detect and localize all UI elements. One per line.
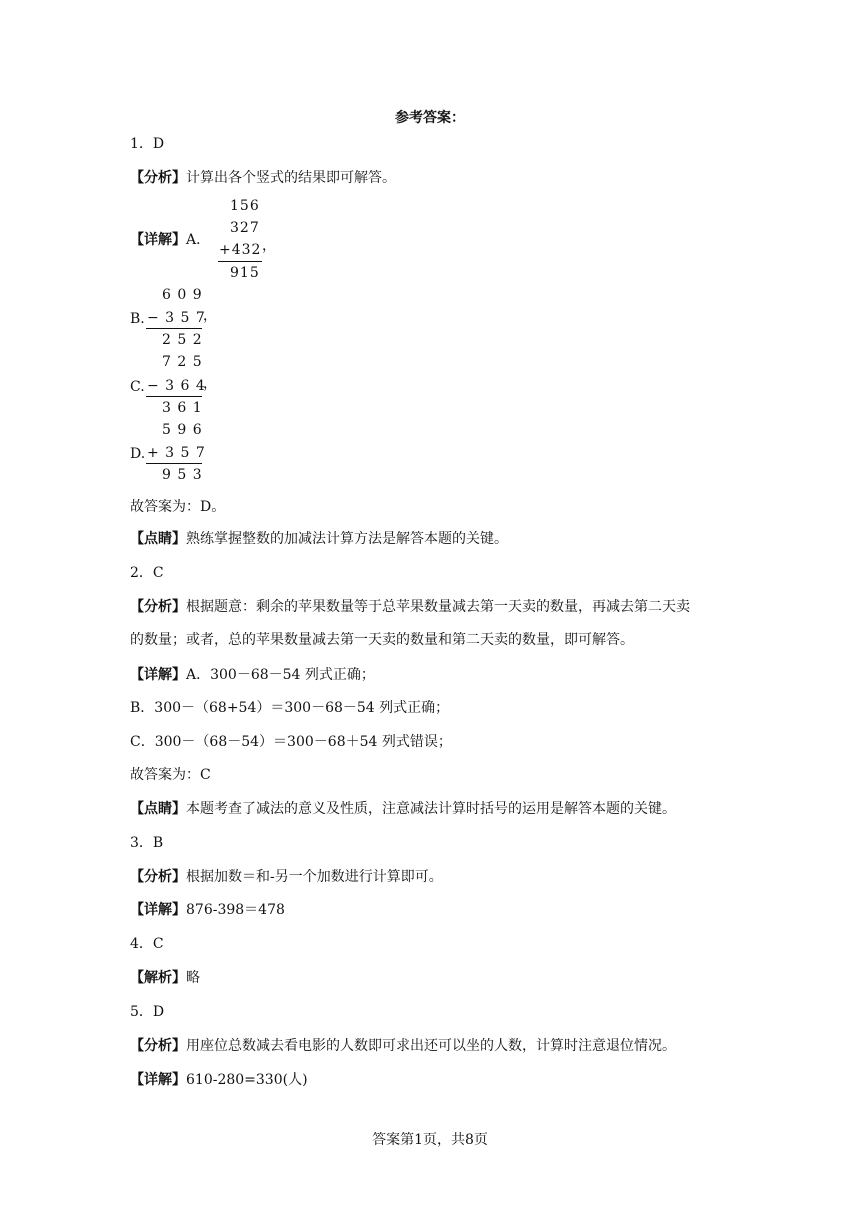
b-result: 2 5 2 bbox=[162, 332, 203, 348]
a-label: A． bbox=[186, 232, 211, 248]
detail-tag: 【详解】 bbox=[130, 902, 186, 918]
analysis-text: 用座位总数减去看电影的人数即可求出还可以坐的人数，计算时注意退位情况。 bbox=[186, 1038, 676, 1054]
q5-number: 5．D bbox=[130, 1004, 165, 1020]
comment-tag: 【点睛】 bbox=[130, 531, 186, 547]
c-result: 3 6 1 bbox=[162, 400, 203, 416]
q2-detail-c: C．300－（68－54）＝300－68＋54 列式错误； bbox=[130, 734, 452, 750]
detail-text: 876-398＝478 bbox=[186, 902, 285, 918]
d-result: 9 5 3 bbox=[162, 467, 203, 483]
d-label: D. bbox=[130, 446, 146, 462]
analysis-tag: 【解析】 bbox=[130, 970, 186, 986]
a-row-3: +432 bbox=[219, 242, 262, 258]
q1-number: 1．D bbox=[130, 136, 165, 152]
d-rule bbox=[146, 463, 202, 464]
q1-conclusion: 故答案为：D。 bbox=[130, 499, 226, 515]
q2-number: 2．C bbox=[130, 565, 164, 581]
a-result: 915 bbox=[230, 265, 260, 281]
c-row-2: − 3 6 4 bbox=[147, 378, 206, 394]
detail-tag: 【详解】 bbox=[130, 232, 186, 248]
analysis-text: 根据加数＝和-另一个加数进行计算即可。 bbox=[186, 869, 443, 885]
analysis-tag: 【分析】 bbox=[130, 869, 186, 885]
q1-detail-a bbox=[130, 230, 210, 250]
page-title: 参考答案： bbox=[395, 110, 465, 126]
q2-analysis-line-2: 的数量；或者，总的苹果数量减去第一天卖的数量和第二天卖的数量，即可解答。 bbox=[130, 632, 634, 648]
d-row-2: + 3 5 7 bbox=[147, 445, 206, 461]
analysis-tag: 【分析】 bbox=[130, 599, 186, 615]
a-row-2: 327 bbox=[230, 220, 260, 236]
c-label: C. bbox=[130, 379, 145, 395]
q4-number: 4．C bbox=[130, 936, 164, 952]
analysis-tag: 【分析】 bbox=[130, 170, 186, 186]
q1-analysis bbox=[130, 168, 396, 188]
c-tail: ， bbox=[203, 376, 218, 392]
analysis-text: 计算出各个竖式的结果即可解答。 bbox=[186, 170, 396, 186]
comment-tag: 【点睛】 bbox=[130, 801, 186, 817]
q3-number: 3．B bbox=[130, 835, 164, 851]
analysis-tag: 【分析】 bbox=[130, 1038, 186, 1054]
b-label: B. bbox=[130, 311, 145, 327]
q2-analysis-line-1 bbox=[130, 597, 690, 617]
c-row-1: 7 2 5 bbox=[162, 354, 203, 370]
q3-analysis bbox=[130, 867, 443, 887]
detail-text: A．300－68－54 列式正确； bbox=[186, 667, 375, 683]
b-row-1: 6 0 9 bbox=[162, 287, 203, 303]
q2-detail-a bbox=[130, 665, 375, 685]
q1-comment bbox=[130, 529, 508, 549]
a-rule bbox=[218, 261, 262, 262]
detail-tag: 【详解】 bbox=[130, 667, 186, 683]
comment-text: 熟练掌握整数的加减法计算方法是解答本题的关键。 bbox=[186, 531, 508, 547]
b-tail: ， bbox=[203, 308, 218, 324]
b-row-2: − 3 5 7 bbox=[147, 310, 206, 326]
a-tail: ， bbox=[262, 238, 277, 254]
detail-tag: 【详解】 bbox=[130, 1072, 186, 1088]
q2-detail-b: B．300－（68+54）＝300－68－54 列式正确； bbox=[130, 700, 450, 716]
d-row-1: 5 9 6 bbox=[162, 422, 203, 438]
comment-text: 本题考查了减法的意义及性质，注意减法计算时括号的运用是解答本题的关键。 bbox=[186, 801, 676, 817]
q3-detail bbox=[130, 900, 285, 920]
q5-detail bbox=[130, 1070, 308, 1090]
q5-analysis bbox=[130, 1036, 676, 1056]
detail-text: 610-280=330(人) bbox=[186, 1072, 308, 1088]
q4-analysis bbox=[130, 968, 200, 988]
c-rule bbox=[146, 396, 202, 397]
a-row-1: 156 bbox=[230, 198, 260, 214]
b-rule bbox=[146, 328, 202, 329]
analysis-text: 略 bbox=[186, 970, 200, 986]
analysis-text: 根据题意：剩余的苹果数量等于总苹果数量减去第一天卖的数量，再减去第二天卖 bbox=[186, 599, 690, 615]
q2-conclusion: 故答案为：C bbox=[130, 767, 211, 783]
q2-comment bbox=[130, 799, 676, 819]
page-footer: 答案第1页，共8页 bbox=[372, 1132, 488, 1148]
